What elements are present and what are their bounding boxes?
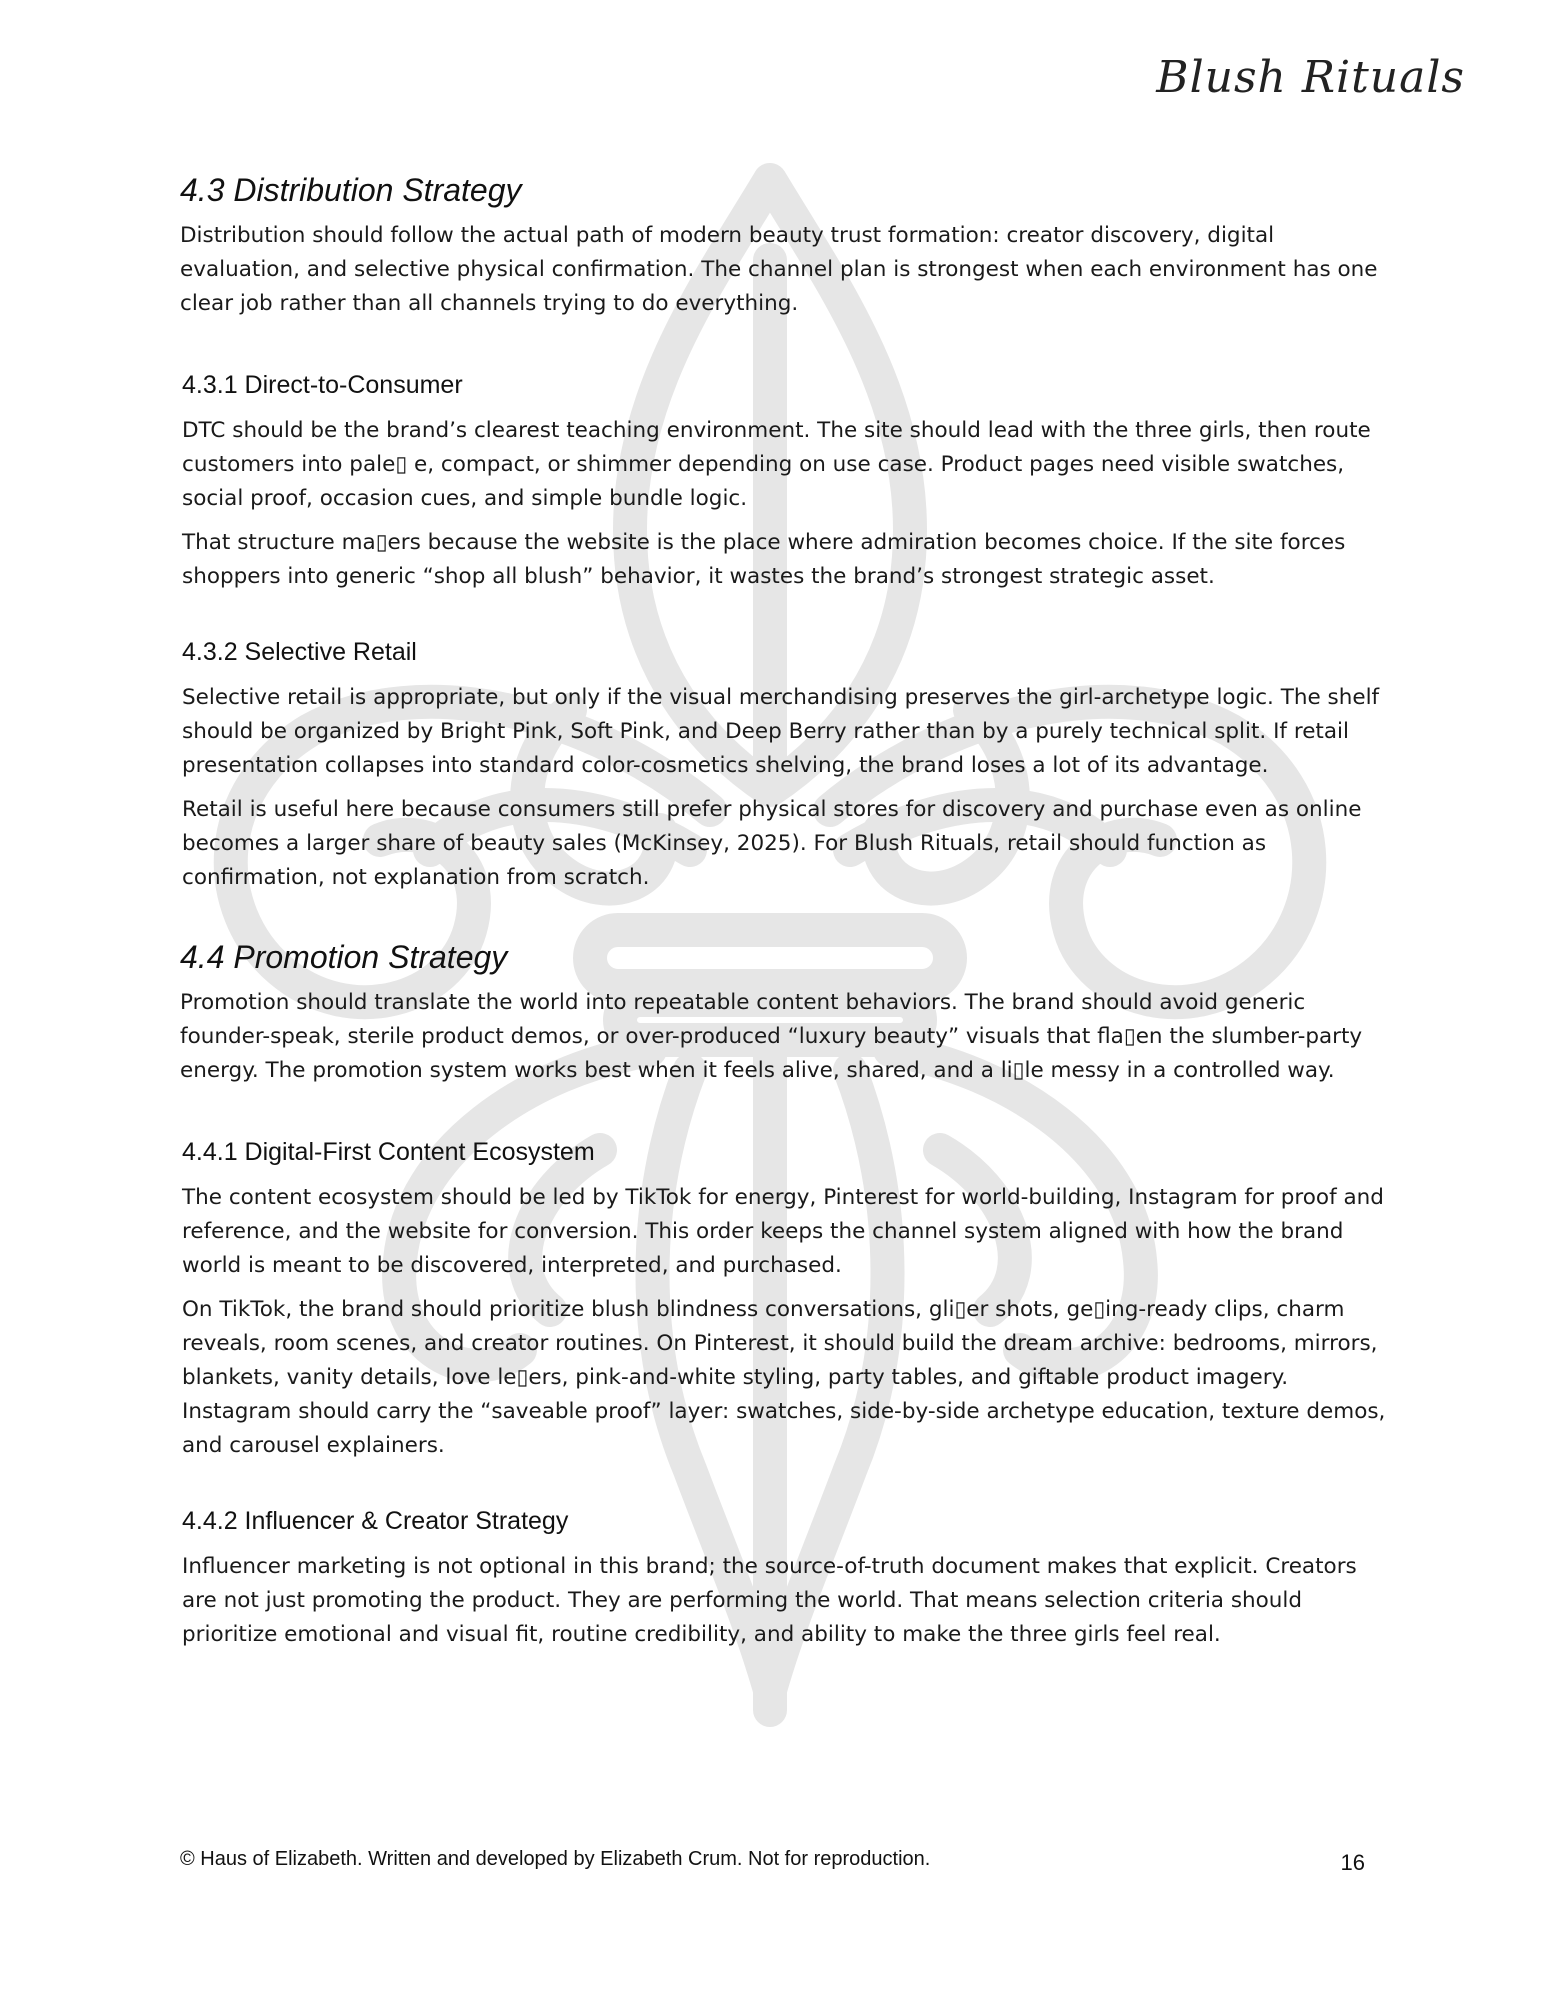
brand-logo: Blush Rituals [1156, 52, 1465, 103]
paragraph: Influencer marketing is not optional in this brand; the source-of-truth document makes that explicit. Creators are not just promoting the product. They are performing the world. That means selection criteria should prioritize emotional and visual fit, routine credibility, and ability to make the three girls feel real. [182, 1554, 1357, 1647]
paragraph: Selective retail is appropriate, but only if the visual merchandising preserves the girl-archetype logic. The shelf should be organized by Bright Pink, Soft Pink, and Deep Berry rather than by a purely technical split. If retail presentation collapses into standard color-cosmetics shelving, the brand loses a lot of its advantage. [182, 685, 1380, 778]
copyright-notice: © Haus of Elizabeth. Written and developed by Elizabeth Crum. Not for reproduction. [180, 1848, 931, 1870]
section-title: 4.3 Distribution Strategy [180, 172, 522, 208]
paragraph: Retail is useful here because consumers still prefer physical stores for discovery and purchase even as online becomes a larger share of beauty sales (McKinsey, 2025). For Blush Rituals, retail should function as confirmation, not explanation from scratch. [182, 797, 1362, 890]
page-footer [180, 1848, 1365, 1875]
paragraph: On TikTok, the brand should prioritize blush blindness conversations, gli▯er shots, ge▯ing-ready clips, charm reveals, room scenes, and creator routines. On Pinterest, it should build the dream archive: bedrooms, mirrors, blankets, vanity details, love le▯ers, pink-and-white styling, party tables, and giftable product imagery. Instagram should carry the “saveable proof” layer: swatches, side-by-side archetype education, texture demos, and carousel explainers. [182, 1297, 1386, 1458]
page-number: 16 [1340, 1850, 1365, 1875]
document-body [180, 172, 1390, 1662]
section-title: 4.4 Promotion Strategy [180, 939, 508, 975]
paragraph: DTC should be the brand’s clearest teaching environment. The site should lead with the three girls, then route customers into pale▯ e, compact, or shimmer depending on use case. Product pages need visible swatches, social proof, occasion cues, and simple bundle logic. [182, 418, 1371, 511]
subsection-title: 4.4.1 Digital-First Content Ecosystem [182, 1138, 595, 1166]
section-intro: Promotion should translate the world into repeatable content behaviors. The brand should avoid generic founder-speak, sterile product demos, or over-produced “luxury beauty” visuals that fla▯en the slumber-party energy. The promotion system works best when it feels alive, shared, and a li▯le messy in a controlled way. [180, 990, 1363, 1083]
paragraph: The content ecosystem should be led by TikTok for energy, Pinterest for world-building, Instagram for proof and reference, and the website for conversion. This order keeps the channel system aligned with how the brand world is meant to be discovered, interpreted, and purchased. [182, 1185, 1384, 1278]
paragraph: That structure ma▯ers because the website is the place where admiration becomes choice. If the site forces shoppers into generic “shop all blush” behavior, it wastes the brand’s strongest strategic asset. [182, 530, 1346, 589]
subsection-title: 4.3.2 Selective Retail [182, 638, 417, 666]
subsection-title: 4.3.1 Direct-to-Consumer [182, 371, 463, 399]
subsection-title: 4.4.2 Influencer & Creator Strategy [182, 1507, 569, 1535]
section-intro: Distribution should follow the actual path of modern beauty trust formation: creator discovery, digital evaluation, and selective physical confirmation. The channel plan is strongest when each environment has one clear job rather than all channels trying to do everything. [180, 223, 1378, 316]
